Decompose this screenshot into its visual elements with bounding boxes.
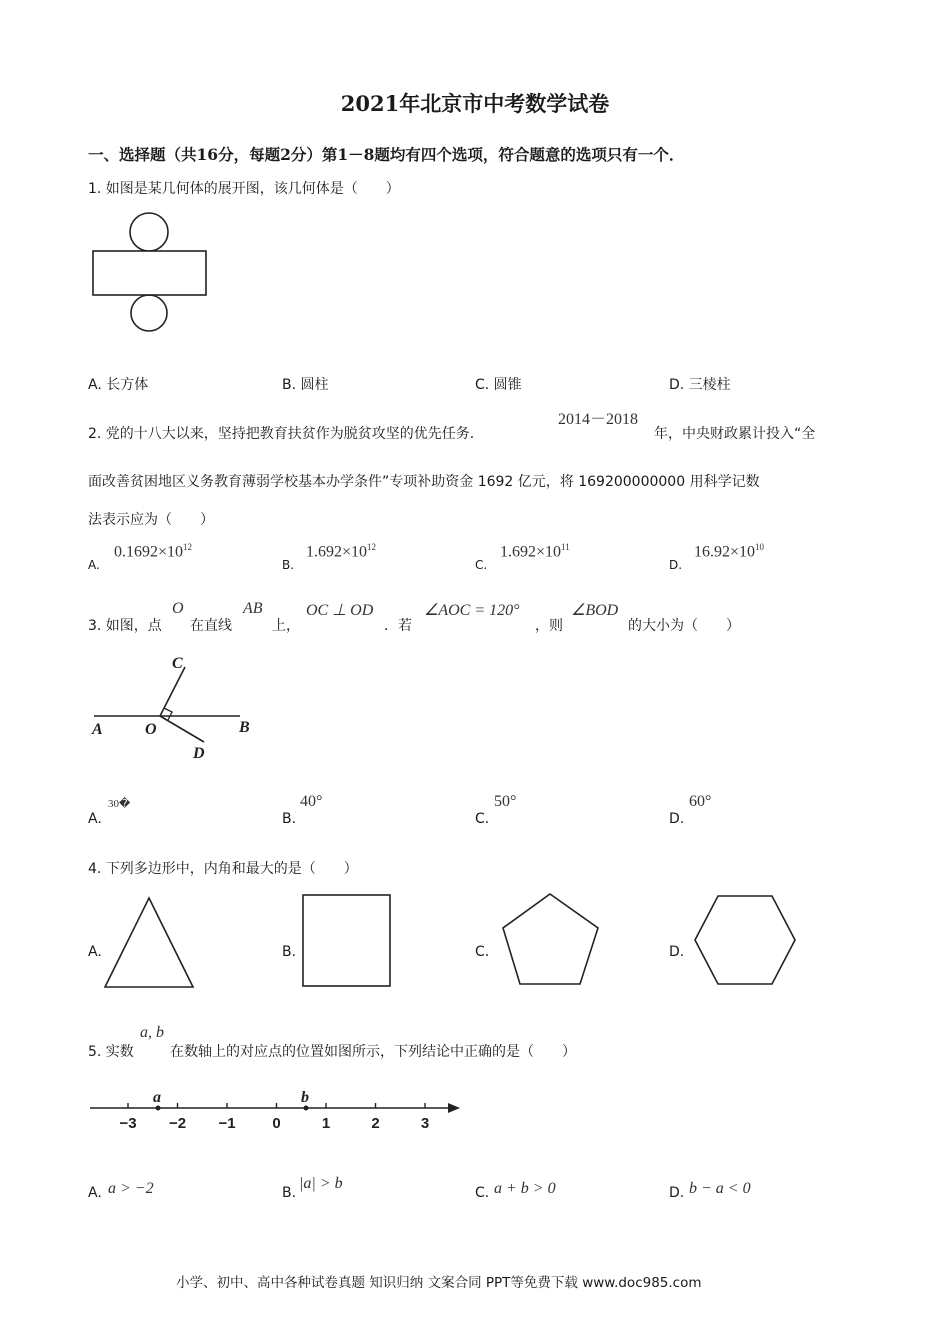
axis-tick-label: 1	[321, 1115, 331, 1132]
axis-tick-label: −2	[168, 1115, 187, 1132]
page-title: 2021年北京市中考数学试卷	[340, 91, 610, 116]
question-4-stem: 4. 下列多边形中，内角和最大的是（ ）	[88, 861, 358, 877]
axis-tick-label: 3	[420, 1115, 430, 1132]
question-3-s3: 上，	[272, 618, 300, 634]
q3-option-d-letter[interactable]: D.	[669, 811, 685, 827]
axis-tick-label: 0	[272, 1115, 281, 1132]
q4-option-d-letter[interactable]: D.	[669, 944, 685, 960]
number-line-figure	[88, 1086, 468, 1134]
q5-option-a-letter[interactable]: A.	[88, 1185, 102, 1201]
q2-option-a-letter[interactable]: A.	[88, 558, 100, 572]
point-a-label: a	[153, 1089, 161, 1106]
question-3-point-o: O	[172, 600, 184, 617]
q3-option-b-letter[interactable]: B.	[282, 811, 297, 827]
ray-oc	[160, 667, 185, 716]
q5-option-c-value[interactable]: a + b > 0	[494, 1180, 556, 1197]
question-3-s5: ，则	[535, 618, 563, 634]
q4-option-a-letter[interactable]: A.	[88, 944, 102, 960]
question-2-line-3: 法表示应为（ ）	[88, 512, 214, 528]
label-c: C	[172, 655, 183, 672]
question-2-years: 2014－2018	[558, 411, 639, 428]
question-3-perp: OC ⊥ OD	[306, 602, 374, 619]
section-heading: 一、选择题（共16分，每题2分）第1－8题均有四个选项，符合题意的选项只有一个．	[88, 145, 685, 164]
q1-option-d[interactable]: D. 三棱柱	[669, 377, 731, 393]
q3-option-a-value[interactable]: 30�	[108, 798, 131, 810]
q3-option-a-letter[interactable]: A.	[88, 811, 102, 827]
top-circle	[130, 213, 168, 251]
question-1-stem: 1. 如图是某几何体的展开图，该几何体是（ ）	[88, 181, 400, 197]
question-5-ab: a, b	[140, 1024, 164, 1041]
axis-arrow	[448, 1103, 460, 1113]
middle-rectangle	[93, 251, 206, 295]
label-b: B	[239, 719, 250, 736]
question-5-s2: 在数轴上的对应点的位置如图所示，下列结论中正确的是（ ）	[170, 1044, 576, 1060]
axis-tick-label: −1	[218, 1115, 236, 1132]
q5-option-b-value[interactable]: |a| > b	[299, 1175, 343, 1192]
q5-option-c-letter[interactable]: C.	[475, 1185, 490, 1201]
q4-pentagon[interactable]	[502, 892, 602, 988]
angle-figure	[88, 652, 268, 764]
question-2-line-2: 面改善贫困地区义务教育薄弱学校基本办学条件”专项补助资金 1692 亿元，将 169200000000 用科学记数	[88, 474, 760, 490]
question-3-angle: ∠AOC = 120°	[424, 602, 520, 619]
point-b-marker	[304, 1106, 309, 1111]
question-3-s4: ．若	[384, 618, 412, 634]
q5-option-d-value[interactable]: b − a < 0	[689, 1180, 751, 1197]
q1-option-c[interactable]: C. 圆锥	[475, 377, 522, 393]
label-o: O	[145, 721, 157, 738]
q5-option-d-letter[interactable]: D.	[669, 1185, 685, 1201]
q1-option-b[interactable]: B. 圆柱	[282, 377, 329, 393]
q3-option-b-value[interactable]: 40°	[300, 793, 323, 810]
point-a-marker	[156, 1106, 161, 1111]
ray-od	[160, 716, 204, 742]
q4-triangle[interactable]	[103, 896, 195, 990]
q1-option-a[interactable]: A. 长方体	[88, 377, 149, 393]
q2-option-b-letter[interactable]: B.	[282, 558, 295, 572]
question-3-s6: 的大小为（ ）	[628, 618, 740, 634]
q3-option-d-value[interactable]: 60°	[689, 793, 712, 810]
question-3-s2: 在直线	[190, 618, 232, 634]
q2-option-c-value[interactable]: $1.692\times 10^{11}$	[500, 542, 570, 561]
cylinder-net-figure	[88, 212, 213, 337]
q2-option-b-value[interactable]: $1.692\times 10^{12}$	[306, 542, 377, 561]
question-2-stem-b: 年，中央财政累计投入“全	[654, 426, 816, 442]
bottom-circle	[131, 295, 167, 331]
label-d: D	[193, 745, 205, 762]
q2-option-a-value[interactable]: $0.1692\times 10^{12}$	[114, 542, 193, 561]
q4-option-b-letter[interactable]: B.	[282, 944, 297, 960]
question-3-angle-bod: ∠BOD	[571, 602, 619, 619]
q2-option-d-letter[interactable]: D.	[669, 558, 683, 572]
q5-option-b-letter[interactable]: B.	[282, 1185, 297, 1201]
q2-option-d-value[interactable]: $16.92\times 10^{10}$	[694, 542, 765, 561]
label-a: A	[92, 721, 103, 738]
q4-square[interactable]	[302, 894, 392, 988]
q4-option-c-letter[interactable]: C.	[475, 944, 490, 960]
question-3-line-ab: AB	[243, 600, 263, 617]
axis-tick-label: 2	[371, 1115, 380, 1132]
point-b-label: b	[301, 1089, 309, 1106]
axis-tick-label: −3	[119, 1115, 137, 1132]
q5-option-a-value[interactable]: a > −2	[108, 1180, 154, 1197]
question-5-s1: 5. 实数	[88, 1044, 134, 1060]
q3-option-c-value[interactable]: 50°	[494, 793, 517, 810]
page-footer: 小学、初中、高中各种试卷真题 知识归纳 文案合同 PPT等免费下载 www.doc985.com	[176, 1275, 702, 1291]
question-3-s1: 3. 如图，点	[88, 618, 162, 634]
q4-hexagon[interactable]	[694, 894, 798, 988]
q2-option-c-letter[interactable]: C.	[475, 558, 488, 572]
q3-option-c-letter[interactable]: C.	[475, 811, 490, 827]
question-2-stem-a: 2. 党的十八大以来，坚持把教育扶贫作为脱贫攻坚的优先任务．	[88, 426, 484, 442]
